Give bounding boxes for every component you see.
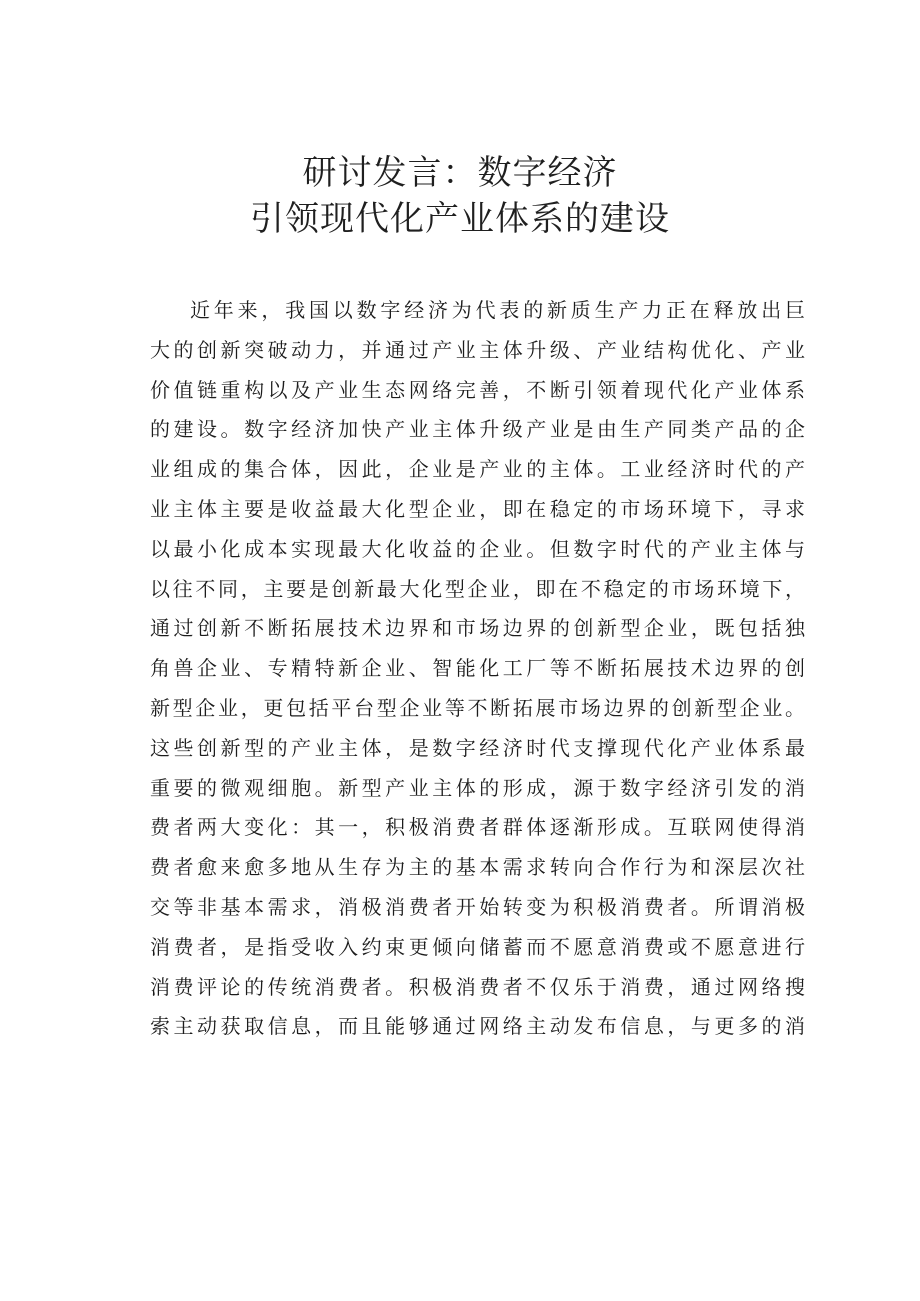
body-line: 这些创新型的产业主体，是数字经济时代支撑现代化产业体系最 (150, 735, 805, 760)
body-line: 大的创新突破动力，并通过产业主体升级、产业结构优化、产业 (150, 337, 805, 362)
body-line: 通过创新不断拓展技术边界和市场边界的创新型企业，既包括独 (150, 616, 805, 641)
body-line: 新型企业，更包括平台型企业等不断拓展市场边界的创新型企业。 (150, 695, 805, 720)
body-line: 消费者，是指受收入约束更倾向储蓄而不愿意消费或不愿意进行 (150, 934, 805, 959)
body-line: 近年来，我国以数字经济为代表的新质生产力正在释放出巨 (190, 298, 805, 322)
body-line: 消费评论的传统消费者。积极消费者不仅乐于消费，通过网络搜 (150, 974, 805, 999)
body-line: 以往不同，主要是创新最大化型企业，即在不稳定的市场环境下， (150, 576, 805, 601)
body-line: 索主动获取信息，而且能够通过网络主动发布信息，与更多的消 (150, 1014, 805, 1039)
body-line: 的建设。数字经济加快产业主体升级产业是由生产同类产品的企 (150, 417, 805, 442)
body-line: 交等非基本需求，消极消费者开始转变为积极消费者。所谓消极 (150, 894, 805, 919)
title-line-1: 研讨发言：数字经济 (302, 153, 618, 193)
body-line: 价值链重构以及产业生态网络完善，不断引领着现代化产业体系 (150, 377, 805, 402)
title-line-2: 引领现代化产业体系的建设 (250, 199, 670, 239)
body-line: 以最小化成本实现最大化收益的企业。但数字时代的产业主体与 (150, 536, 805, 561)
body-line: 费者愈来愈多地从生存为主的基本需求转向合作行为和深层次社 (150, 855, 805, 880)
body-line: 业主体主要是收益最大化型企业，即在稳定的市场环境下，寻求 (150, 496, 805, 521)
body-line: 角兽企业、专精特新企业、智能化工厂等不断拓展技术边界的创 (150, 656, 805, 681)
document-title (0, 150, 920, 242)
body-line: 重要的微观细胞。新型产业主体的形成，源于数字经济引发的消 (150, 775, 805, 800)
body-line: 费者两大变化：其一，积极消费者群体逐渐形成。互联网使得消 (150, 815, 805, 840)
body-text (150, 291, 805, 1047)
body-line: 业组成的集合体，因此，企业是产业的主体。工业经济时代的产 (150, 457, 805, 482)
